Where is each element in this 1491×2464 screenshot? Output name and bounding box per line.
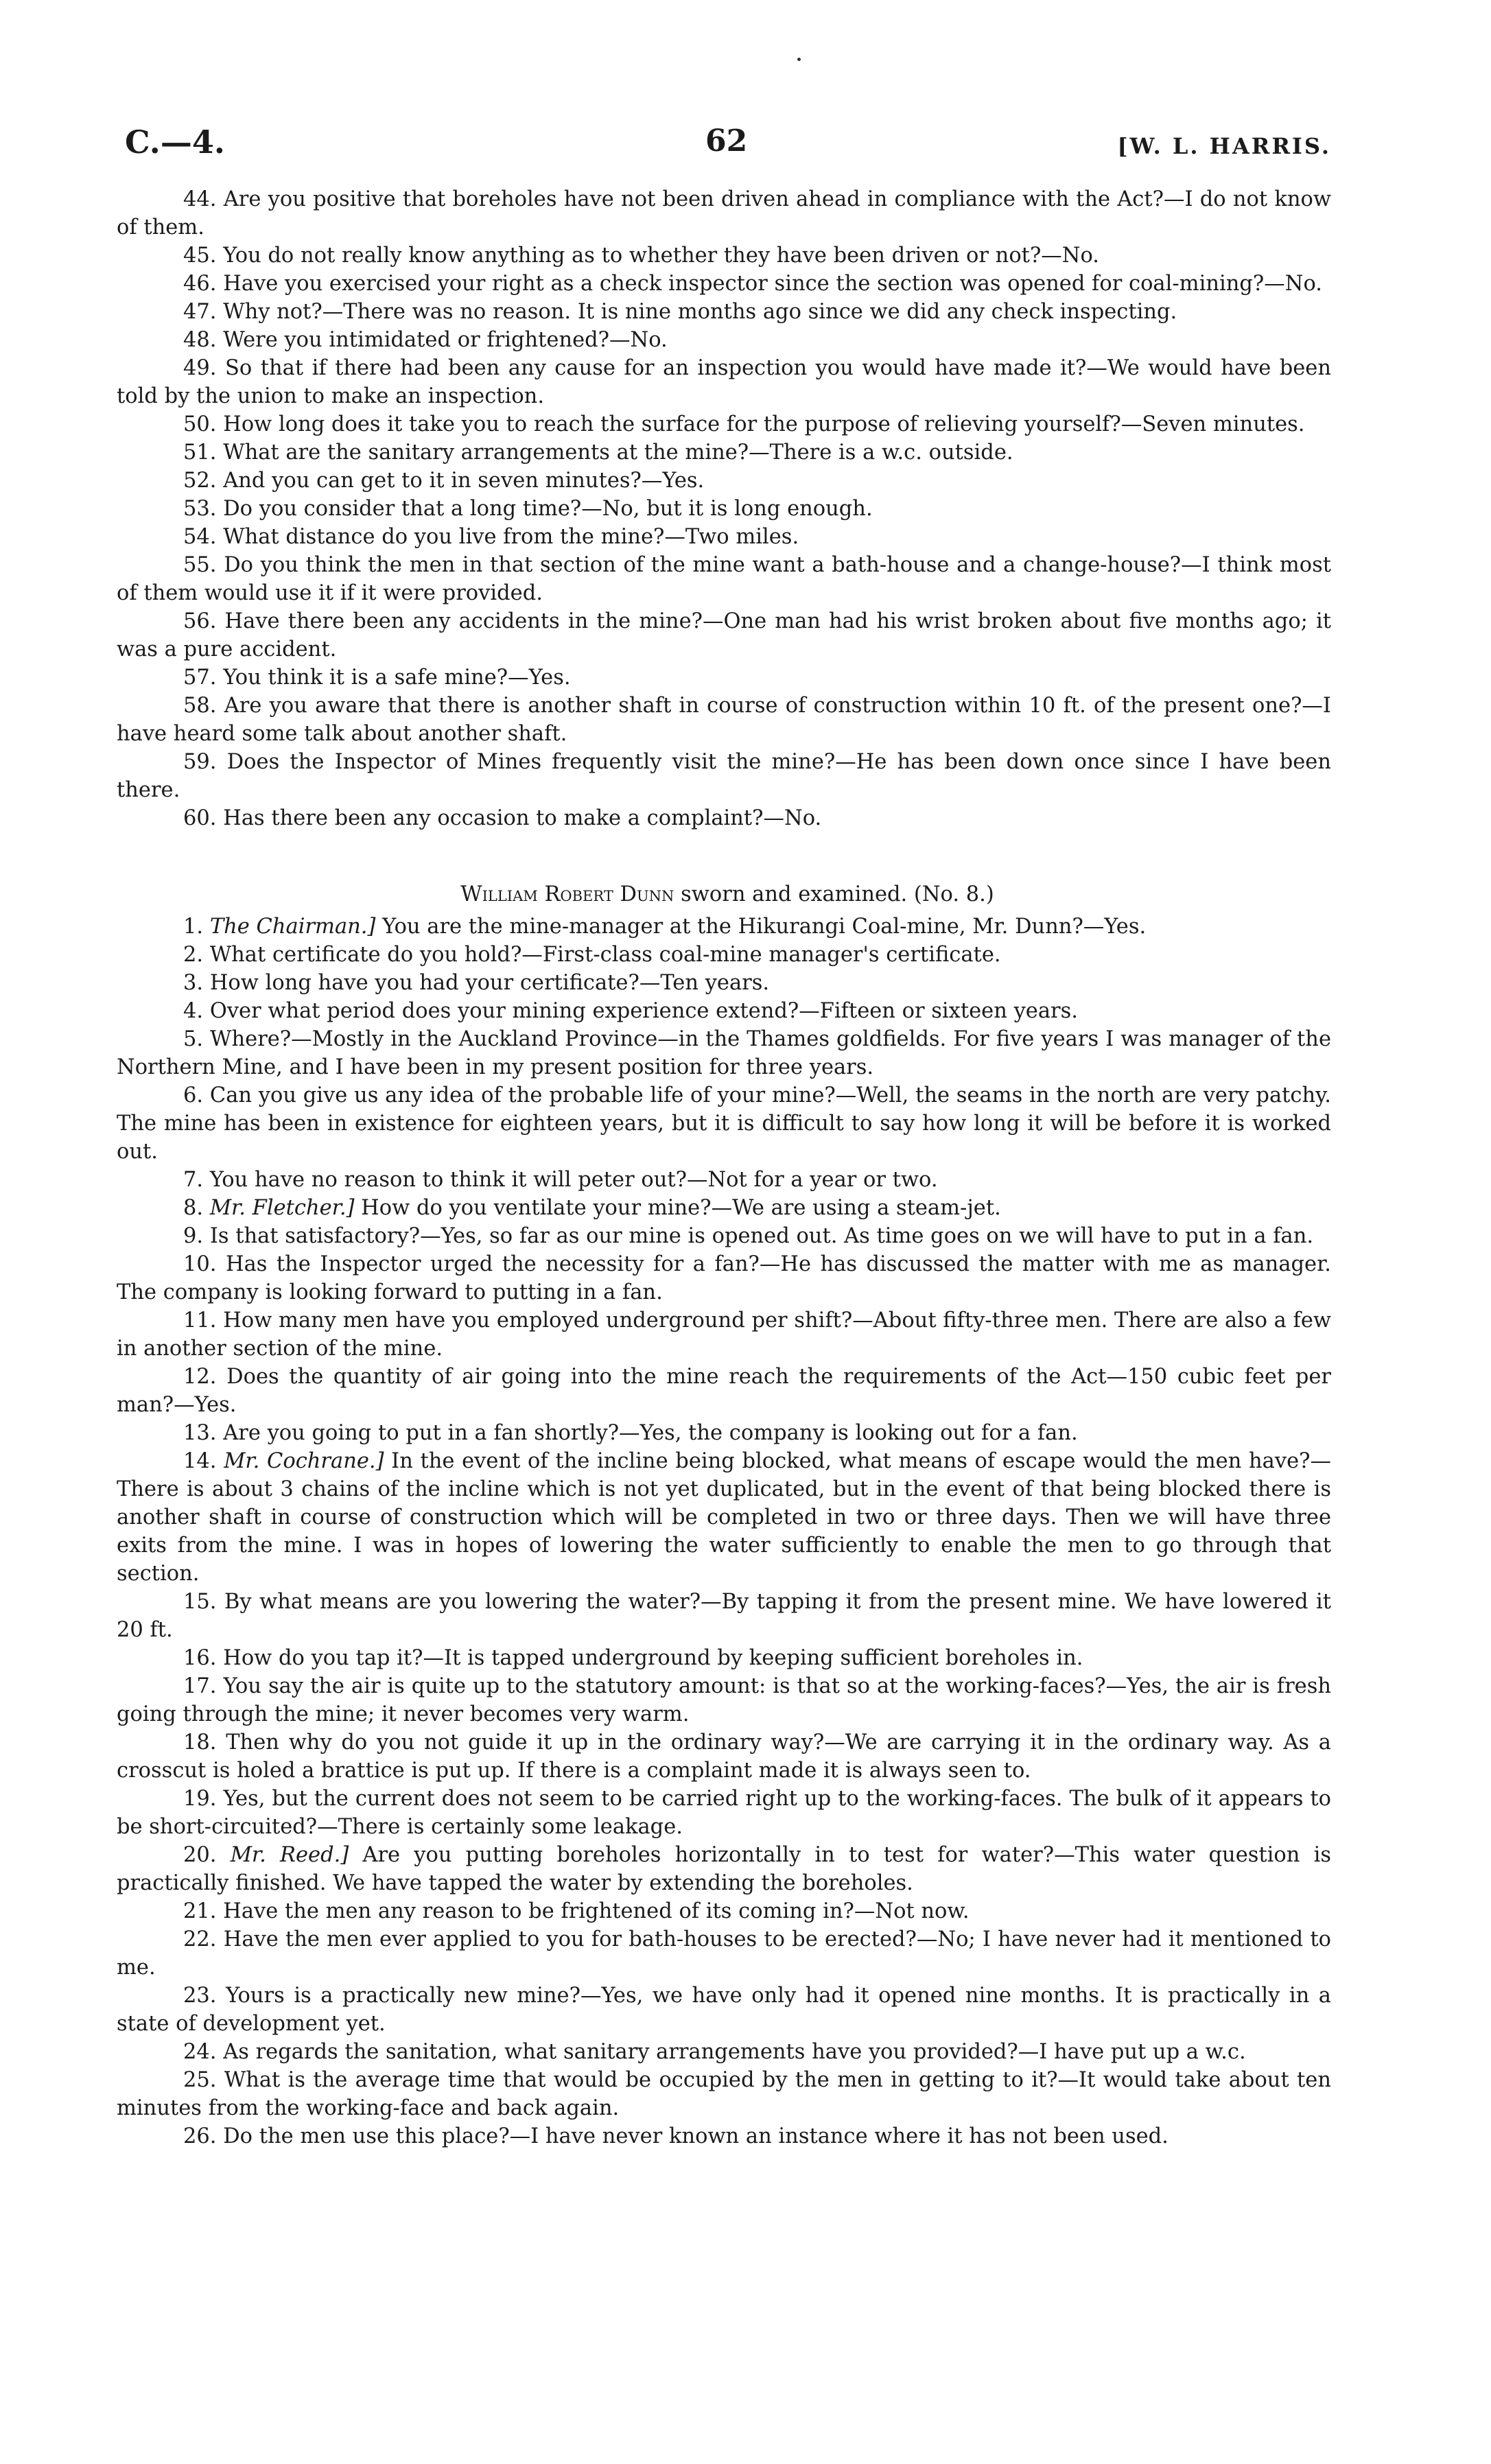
speaker-label: Mr. Reed.] bbox=[230, 1843, 349, 1867]
question-number: 59. bbox=[183, 750, 217, 774]
question-text: Have the men ever applied to you for bath-houses to be erected?—No; I have never had it mentioned to me. bbox=[117, 1927, 1331, 1980]
question-answer bbox=[117, 2066, 1331, 2122]
question-text: Over what period does your mining experience extend?—Fifteen or sixteen years. bbox=[209, 999, 1078, 1023]
question-number: 2. bbox=[183, 943, 204, 967]
question-answer bbox=[117, 804, 1331, 832]
question-text: You have no reason to think it will peter out?—Not for a year or two. bbox=[209, 1168, 938, 1192]
question-text: Were you intimidated or frightened?—No. bbox=[223, 328, 668, 352]
question-text: Have there been any accidents in the mine?—One man had his wrist broken about five months ago; it was a pure accident. bbox=[117, 609, 1331, 661]
question-number: 6. bbox=[183, 1083, 204, 1107]
question-answer bbox=[117, 1897, 1331, 1925]
question-answer bbox=[117, 467, 1331, 495]
page-header bbox=[117, 124, 1331, 185]
question-answer bbox=[117, 326, 1331, 354]
question-number: 10. bbox=[183, 1252, 217, 1276]
question-text: Yours is a practically new mine?—Yes, we have only had it opened nine months. It is practically in a state of development yet. bbox=[117, 1984, 1331, 2036]
question-text: Have you exercised your right as a check inspector since the section was opened for coal-mining?—No. bbox=[223, 272, 1322, 296]
question-number: 16. bbox=[183, 1646, 217, 1670]
question-text: How do you ventilate your mine?—We are using a steam-jet. bbox=[354, 1196, 1001, 1220]
question-answer bbox=[117, 1588, 1331, 1644]
document-reference: C.—4. bbox=[125, 124, 225, 161]
question-text: Are you aware that there is another shaft in course of construction within 10 ft. of the present one?—I have heard some talk about another shaft. bbox=[117, 694, 1331, 746]
question-text: Does the quantity of air going into the mine reach the requirements of the Act—150 cubic feet per man?—Yes. bbox=[117, 1365, 1331, 1417]
question-number: 8. bbox=[183, 1196, 204, 1220]
question-text: And you can get to it in seven minutes?—Yes. bbox=[223, 469, 705, 493]
question-answer bbox=[117, 1194, 1331, 1222]
question-number: 56. bbox=[183, 609, 217, 633]
speaker-label: Mr. Fletcher.] bbox=[209, 1196, 355, 1220]
question-text: Are you positive that boreholes have not been driven ahead in compliance with the Act?—I do not know of them. bbox=[117, 187, 1331, 239]
question-text: You think it is a safe mine?—Yes. bbox=[223, 666, 571, 690]
question-number: 15. bbox=[183, 1590, 217, 1614]
question-text: You are the mine-manager at the Hikurangi Coal-mine, Mr. Dunn?—Yes. bbox=[375, 915, 1147, 939]
question-answer bbox=[117, 410, 1331, 438]
question-number: 48. bbox=[183, 328, 217, 352]
question-number: 3. bbox=[183, 971, 204, 995]
question-number: 60. bbox=[183, 806, 217, 830]
question-answer bbox=[117, 748, 1331, 804]
running-head-witness: [W. L. HARRIS. bbox=[1117, 133, 1331, 159]
question-answer bbox=[117, 607, 1331, 664]
question-text: Then why do you not guide it up in the ordinary way?—We are carrying it in the ordinary way. As a crosscut is holed a brattice is put up. If there is a complaint made it is always seen to. bbox=[117, 1730, 1331, 1783]
question-answer bbox=[117, 270, 1331, 298]
witness-heading bbox=[117, 880, 1331, 908]
page-number: 62 bbox=[705, 124, 748, 159]
question-answer bbox=[117, 1982, 1331, 2038]
question-text: Are you going to put in a fan shortly?—Yes, the company is looking out for a fan. bbox=[223, 1421, 1078, 1445]
question-answer bbox=[117, 997, 1331, 1025]
question-text: Does the Inspector of Mines frequently visit the mine?—He has been down once since I have been there. bbox=[117, 750, 1331, 802]
question-number: 22. bbox=[183, 1927, 217, 1951]
question-text: Have the men any reason to be frightened of its coming in?—Not now. bbox=[223, 1899, 970, 1923]
question-text: How do you tap it?—It is tapped underground by keeping sufficient boreholes in. bbox=[223, 1646, 1083, 1670]
question-text: What are the sanitary arrangements at the mine?—There is a w.c. outside. bbox=[223, 441, 1013, 465]
question-text: Has the Inspector urged the necessity for a fan?—He has discussed the matter with me as manager. The company is looking forward to putting in a fan. bbox=[117, 1252, 1331, 1304]
question-number: 51. bbox=[183, 441, 217, 465]
question-number: 1. bbox=[183, 915, 204, 939]
question-answer bbox=[117, 1166, 1331, 1194]
question-answer bbox=[117, 692, 1331, 748]
question-text: Has there been any occasion to make a complaint?—No. bbox=[223, 806, 822, 830]
question-number: 21. bbox=[183, 1899, 217, 1923]
question-text: Are you putting boreholes horizontally in to test for water?—This water question is practically finished. We have tapped the water by extending the boreholes. bbox=[117, 1843, 1332, 1895]
question-text: You do not really know anything as to whether they have been driven or not?—No. bbox=[223, 244, 1100, 268]
question-answer bbox=[117, 1363, 1331, 1419]
question-number: 55. bbox=[183, 553, 217, 577]
question-answer bbox=[117, 523, 1331, 551]
question-number: 25. bbox=[183, 2068, 217, 2092]
question-answer bbox=[117, 1250, 1331, 1306]
question-number: 44. bbox=[183, 187, 217, 211]
question-answer bbox=[117, 298, 1331, 326]
question-number: 13. bbox=[183, 1421, 217, 1445]
question-answer bbox=[117, 438, 1331, 467]
question-text: So that if there had been any cause for an inspection you would have made it?—We would have been told by the union to make an inspection. bbox=[117, 356, 1331, 408]
question-number: 49. bbox=[183, 356, 217, 380]
question-number: 24. bbox=[183, 2040, 217, 2064]
question-number: 52. bbox=[183, 469, 217, 493]
question-number: 53. bbox=[183, 497, 217, 521]
question-text: What distance do you live from the mine?—Two miles. bbox=[223, 525, 799, 549]
question-answer bbox=[117, 913, 1331, 941]
speaker-label: The Chairman.] bbox=[209, 915, 376, 939]
question-number: 58. bbox=[183, 694, 217, 718]
question-answer bbox=[117, 2122, 1331, 2150]
question-answer bbox=[117, 185, 1331, 242]
question-answer bbox=[117, 941, 1331, 969]
question-text: Can you give us any idea of the probable life of your mine?—Well, the seams in the north are very patchy. The mine has been in existence for eighteen years, but it is difficult to say how long it will be before it is worked out. bbox=[117, 1083, 1331, 1164]
question-number: 50. bbox=[183, 412, 217, 436]
question-text: Why not?—There was no reason. It is nine months ago since we did any check inspecting. bbox=[223, 300, 1177, 324]
witness-name: William Robert Dunn bbox=[460, 882, 674, 906]
question-text: What certificate do you hold?—First-class coal-mine manager's certificate. bbox=[209, 943, 1001, 967]
question-text: How long have you had your certificate?—Ten years. bbox=[209, 971, 770, 995]
question-text: Do you consider that a long time?—No, but it is long enough. bbox=[223, 497, 873, 521]
question-number: 12. bbox=[183, 1365, 217, 1389]
question-number: 5. bbox=[183, 1027, 204, 1051]
question-text: By what means are you lowering the water?—By tapping it from the present mine. We have lowered it 20 ft. bbox=[117, 1590, 1331, 1642]
speaker-label: Mr. Cochrane.] bbox=[224, 1449, 384, 1473]
witness-heading-rest: sworn and examined. (No. 8.) bbox=[674, 882, 994, 906]
question-number: 17. bbox=[183, 1674, 217, 1698]
question-text: How long does it take you to reach the surface for the purpose of relieving yourself?—Seven minutes. bbox=[223, 412, 1305, 436]
question-number: 45. bbox=[183, 244, 217, 268]
question-answer bbox=[117, 1841, 1331, 1897]
question-answer bbox=[117, 242, 1331, 270]
question-text: As regards the sanitation, what sanitary arrangements have you provided?—I have put up a w.c. bbox=[223, 2040, 1246, 2064]
question-answer bbox=[117, 1785, 1331, 1841]
question-number: 20. bbox=[183, 1843, 217, 1867]
question-number: 14. bbox=[183, 1449, 217, 1473]
question-text: You say the air is quite up to the statutory amount: is that so at the working-faces?—Yes, the air is fresh going through the mine; it never becomes very warm. bbox=[117, 1674, 1332, 1726]
question-number: 9. bbox=[183, 1224, 204, 1248]
question-number: 18. bbox=[183, 1730, 217, 1755]
question-answer bbox=[117, 354, 1331, 410]
question-answer bbox=[117, 969, 1331, 997]
question-text: How many men have you employed underground per shift?—About fifty-three men. There are also a few in another section of the mine. bbox=[117, 1309, 1332, 1361]
question-answer bbox=[117, 1672, 1331, 1728]
question-answer bbox=[117, 1728, 1331, 1785]
question-answer bbox=[117, 1081, 1331, 1166]
witness-examination bbox=[117, 913, 1331, 2150]
question-text: Do the men use this place?—I have never known an instance where it has not been used. bbox=[223, 2124, 1169, 2148]
question-number: 46. bbox=[183, 272, 217, 296]
question-answer bbox=[117, 664, 1331, 692]
question-text: Where?—Mostly in the Auckland Province—in the Thames goldfields. For five years I was manager of the Northern Mine, and I have been in my present position for three years. bbox=[117, 1027, 1331, 1079]
question-answer bbox=[117, 1419, 1331, 1447]
question-answer bbox=[117, 1025, 1331, 1081]
question-text: Do you think the men in that section of the mine want a bath-house and a change-house?—I think most of them would use it if it were provided. bbox=[117, 553, 1331, 605]
question-number: 4. bbox=[183, 999, 204, 1023]
question-text: Yes, but the current does not seem to be carried right up to the working-faces. The bulk of it appears to be short-circuited?—There is certainly some leakage. bbox=[117, 1787, 1331, 1839]
question-answer bbox=[117, 1925, 1331, 1982]
question-number: 19. bbox=[183, 1787, 217, 1811]
question-number: 54. bbox=[183, 525, 217, 549]
question-number: 57. bbox=[183, 666, 217, 690]
question-text: What is the average time that would be occupied by the men in getting to it?—It would take about ten minutes from the working-face and back again. bbox=[117, 2068, 1331, 2120]
question-answer bbox=[117, 2038, 1331, 2066]
question-answer bbox=[117, 1447, 1331, 1588]
question-number: 7. bbox=[183, 1168, 204, 1192]
question-answer bbox=[117, 1222, 1331, 1250]
question-number: 47. bbox=[183, 300, 217, 324]
question-text: In the event of the incline being blocked, what means of escape would the men have?—There is about 3 chains of the incline which is not yet duplicated, but in the event of that being blocked there is another shaft in course of construction which will be completed in two or three days. Then we will have three exits from the mine. I was in hopes of lowering the water sufficiently to enable the men to go through that section. bbox=[117, 1449, 1331, 1586]
question-number: 11. bbox=[183, 1309, 217, 1333]
question-answer bbox=[117, 1306, 1331, 1363]
question-number: 26. bbox=[183, 2124, 217, 2148]
examination-continued bbox=[117, 185, 1331, 832]
question-answer bbox=[117, 1644, 1331, 1672]
question-answer bbox=[117, 551, 1331, 607]
question-text: Is that satisfactory?—Yes, so far as our mine is opened out. As time goes on we will have to put in a fan. bbox=[209, 1224, 1314, 1248]
document-page bbox=[117, 124, 1331, 2150]
question-number: 23. bbox=[183, 1984, 217, 2008]
question-answer bbox=[117, 495, 1331, 523]
paper-speck bbox=[797, 58, 801, 61]
